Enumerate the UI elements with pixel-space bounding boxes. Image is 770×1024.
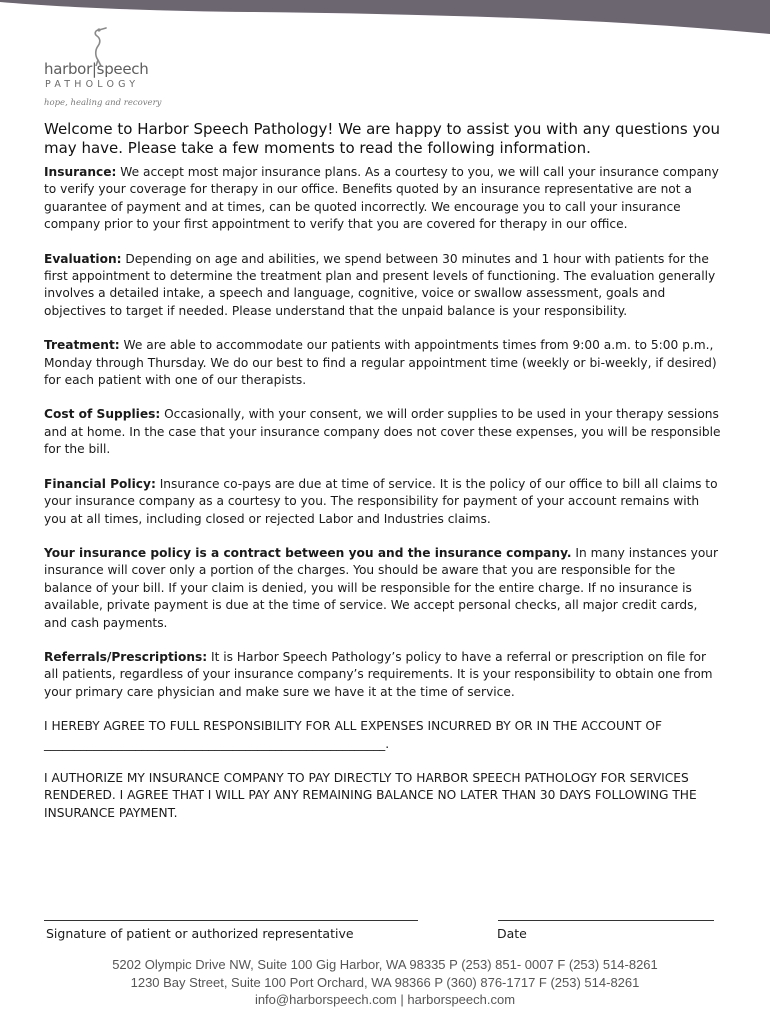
section-referrals xyxy=(44,649,724,701)
signature-line[interactable] xyxy=(44,920,418,921)
section-treatment xyxy=(44,337,724,389)
footer xyxy=(0,956,770,1009)
logo-subtext: PATHOLOGY xyxy=(45,79,140,90)
section-insurance xyxy=(44,164,724,234)
section-body: Depending on age and abilities, we spend between 30 minutes and 1 hour with patients for the first appointment to determine the treatment plan and present levels of functioning. The evaluation generally involves a detailed intake, a speech and language, cognitive, voice or swallow assessment, goals and objectives to target if needed. Please understand that the unpaid balance is your responsibility. xyxy=(44,251,716,318)
logo-text: harbor|speech xyxy=(44,60,149,78)
section-heading: Financial Policy: xyxy=(44,476,156,491)
section-evaluation xyxy=(44,251,724,321)
section-heading: Your insurance policy is a contract between you and the insurance company. xyxy=(44,545,572,560)
section-body: It is Harbor Speech Pathology’s policy to have a referral or prescription on file for all patients, regardless of your insurance company’s requirements. It is your responsibility to obtain one from your primary care physician and make sure we have it at the time of service. xyxy=(44,649,713,699)
section-body: Occasionally, with your consent, we will order supplies to be used in your therapy sessions and at home. In the case that your insurance company does not cover these expenses, you will be responsible for the bill. xyxy=(44,407,721,457)
section-heading: Referrals/Prescriptions: xyxy=(44,649,208,664)
signature-label: Signature of patient or authorized representative xyxy=(46,926,354,941)
date-label: Date xyxy=(497,926,527,941)
insurance-authorization: I AUTHORIZE MY INSURANCE COMPANY TO PAY DIRECTLY TO HARBOR SPEECH PATHOLOGY FOR SERVICES RENDERED. I AGREE THAT I WILL PAY ANY REMAINING BALANCE NO LATER THAN 30 DAYS FOLLOWING THE INSURANCE PAYMENT. xyxy=(44,770,697,820)
section-insurance-contract xyxy=(44,545,724,632)
policy-content xyxy=(44,164,724,839)
date-line[interactable] xyxy=(498,920,714,921)
footer-address-gig-harbor: 5202 Olympic Drive NW, Suite 100 Gig Harbor, WA 98335 P (253) 851- 0007 F (253) 514-8261 xyxy=(112,957,658,972)
section-heading: Cost of Supplies: xyxy=(44,407,161,422)
section-heading: Insurance: xyxy=(44,165,117,179)
tagline: hope, healing and recovery xyxy=(44,98,162,108)
intro-heading: Welcome to Harbor Speech Pathology! We are happy to assist you with any questions you may have. Please take a few moments to read the following information. xyxy=(44,120,721,157)
section-body: We accept most major insurance plans. As a courtesy to you, we will call your insurance company to verify your coverage for therapy in our office. Benefits quoted by an insurance representative are not a guarantee of payment and at times, can be quoted incorrectly. We encourage you to call your insurance company prior to your first appointment to verify that you are covered for therapy in our office. xyxy=(44,165,719,232)
logo xyxy=(44,26,184,112)
section-heading: Treatment: xyxy=(44,338,120,353)
section-heading: Evaluation: xyxy=(44,251,122,266)
responsibility-agreement: I HEREBY AGREE TO FULL RESPONSIBILITY FOR ALL EXPENSES INCURRED BY OR IN THE ACCOUNT OF ________________________________________________________. xyxy=(44,719,662,751)
section-cost-of-supplies xyxy=(44,406,724,458)
section-financial-policy xyxy=(44,476,724,528)
footer-address-port-orchard: 1230 Bay Street, Suite 100 Port Orchard, WA 98366 P (360) 876-1717 F (253) 514-8261 xyxy=(130,974,640,990)
footer-contact: info@harborspeech.com | harborspeech.com xyxy=(254,992,516,1007)
section-body: We are able to accommodate our patients with appointments times from 9:00 a.m. to 5:00 p.m., Monday through Thursday. We do our best to find a regular appointment time (weekly or bi-weekly, if desired) for each patient with one of our therapists. xyxy=(44,338,717,388)
section-body: In many instances your insurance will cover only a portion of the charges. You should be aware that you are responsible for the balance of your bill. If your claim is denied, you will be responsible for the entire charge. If no insurance is available, private payment is due at the time of service. We accept personal checks, all major credit cards, and cash payments. xyxy=(44,545,719,630)
section-body: Insurance co-pays are due at time of service. It is the policy of our office to bill all claims to your insurance company as a courtesy to you. The responsibility for payment of your account remains with you at all times, including closed or rejected Labor and Industries claims. xyxy=(44,476,718,526)
